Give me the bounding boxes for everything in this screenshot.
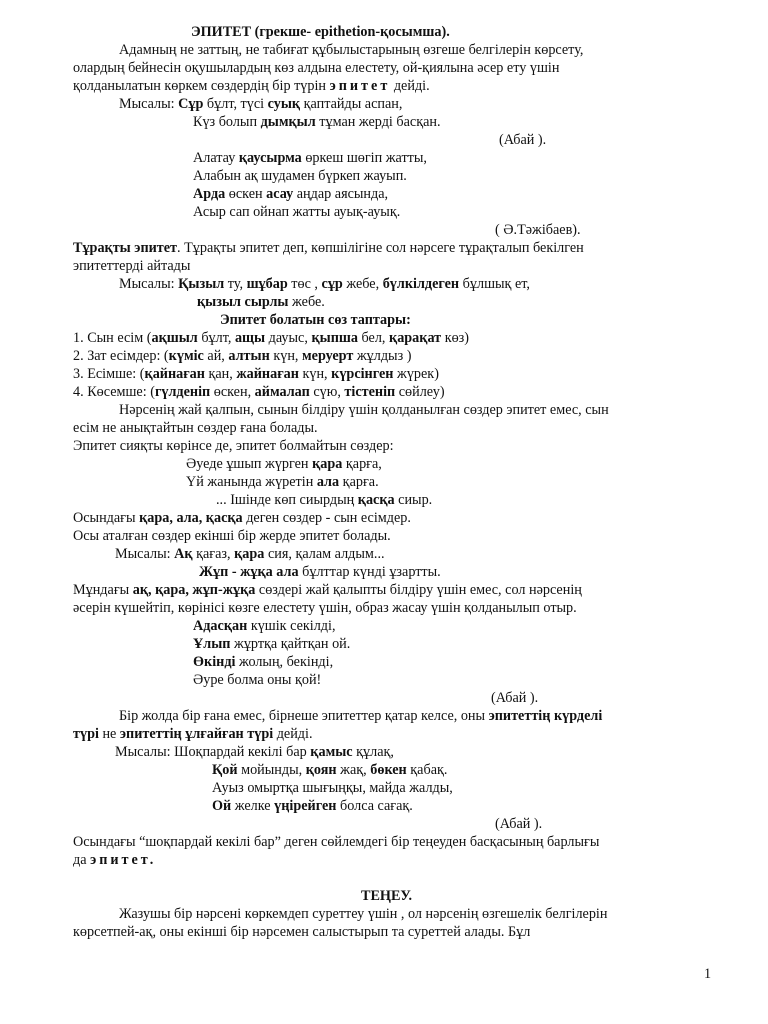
- emphasis-text: Жұп - жұқа ала: [199, 564, 299, 580]
- emphasis-text: қоян: [305, 762, 337, 778]
- emphasis-text: Өкінді: [193, 654, 236, 670]
- emphasis-text: қасқа: [357, 492, 395, 508]
- text-line: [119, 95, 402, 113]
- text-run: тұман жерді басқан.: [315, 114, 441, 130]
- emphasis-text: дымқыл: [260, 114, 316, 130]
- emphasis-text: эпитет: [329, 78, 391, 94]
- emphasis-text: Ой: [212, 798, 232, 814]
- text-line: [495, 815, 542, 833]
- text-run: Мұндағы: [73, 582, 133, 598]
- text-run: бұлт, түсі: [203, 96, 268, 112]
- text-line: [73, 383, 445, 401]
- text-run: Алабын ақ шудамен бүркеп жауып.: [193, 168, 407, 184]
- text-line: [220, 311, 411, 329]
- text-run: болса сағақ.: [336, 798, 413, 814]
- emphasis-text: ТЕҢЕУ.: [361, 888, 413, 904]
- text-line: [495, 221, 581, 239]
- text-run: желке: [231, 798, 275, 814]
- emphasis-text: қаусырма: [238, 150, 302, 166]
- text-run: күшік секілді,: [247, 618, 336, 634]
- text-run: дейді.: [390, 78, 430, 94]
- text-run: эпитеттерді айтады: [73, 258, 191, 274]
- text-line: [73, 923, 530, 941]
- text-run: дейді.: [273, 726, 313, 742]
- text-run: сия, қалам алдым...: [264, 546, 385, 562]
- text-run: дауыс,: [265, 330, 312, 346]
- emphasis-text: қыпша: [311, 330, 358, 346]
- text-run: сүю,: [309, 384, 345, 400]
- text-run: жүрек): [393, 366, 439, 382]
- text-line: [73, 509, 411, 527]
- text-line: [115, 743, 394, 761]
- text-line: [193, 185, 388, 203]
- text-line: [73, 581, 582, 599]
- text-run: ту,: [224, 276, 247, 292]
- emphasis-text: Эпитет болатын сөз таптары:: [220, 312, 411, 328]
- text-run: өркеш шөгіп жатты,: [301, 150, 427, 166]
- emphasis-text: ақшыл: [151, 330, 198, 346]
- text-run: 1. Сын есім (: [73, 330, 152, 346]
- text-run: не: [98, 726, 120, 742]
- emphasis-text: қара, ала, қасқа: [139, 510, 243, 526]
- text-line: [193, 113, 441, 131]
- text-run: (Абай ).: [499, 132, 547, 148]
- emphasis-text: алтын: [228, 348, 270, 364]
- text-run: құлақ,: [352, 744, 394, 760]
- emphasis-text: Қой: [212, 762, 238, 778]
- text-line: [193, 617, 336, 635]
- text-run: Мысалы:: [119, 96, 179, 112]
- emphasis-text: бөкен: [370, 762, 407, 778]
- text-run: қабақ.: [406, 762, 448, 778]
- text-line: [212, 761, 447, 779]
- text-run: Әуре болма оны қой!: [193, 672, 322, 688]
- emphasis-text: Адасқан: [193, 618, 248, 634]
- text-run: Адамның не заттың, не табиғат құбылыстарының өзгеше белгілерін көрсету,: [119, 42, 584, 58]
- emphasis-text: қара: [234, 546, 265, 562]
- text-run: қарға,: [342, 456, 382, 472]
- emphasis-text: шұбар: [246, 276, 288, 292]
- text-run: Мысалы:: [119, 276, 179, 292]
- text-run: Осындағы: [73, 510, 140, 526]
- text-run: Жазушы бір нәрсені көркемдеп суреттеу үшін , ол нәрсенің өзгешелік белгілерін: [119, 906, 608, 922]
- text-line: [73, 419, 318, 437]
- text-run: күн,: [269, 348, 303, 364]
- text-run: 2. Зат есімдер: (: [73, 348, 169, 364]
- emphasis-text: күміс: [168, 348, 204, 364]
- emphasis-text: Ақ: [174, 546, 193, 562]
- text-line: [119, 401, 609, 419]
- text-line: [197, 293, 325, 311]
- text-run: Нәрсенің жай қалпын, сынын білдіру үшін қолданылған сөздер эпитет емес, сын: [119, 402, 609, 418]
- text-run: Эпитет сияқты көрінсе де, эпитет болмайтын сөздер:: [73, 438, 394, 454]
- emphasis-text: қара: [312, 456, 343, 472]
- text-run: Үй жанында жүретін: [186, 474, 317, 490]
- text-run: 3. Есімше: (: [73, 366, 145, 382]
- text-line: [361, 887, 412, 905]
- text-line: [73, 239, 584, 257]
- text-run: жебе.: [288, 294, 325, 310]
- text-run: деген сөздер - сын есімдер.: [242, 510, 411, 526]
- text-run: Осындағы “шоқпардай кекілі бар” деген сөйлемдегі бір теңеуден басқасының барлығы: [73, 834, 600, 850]
- emphasis-text: ала: [316, 474, 340, 490]
- emphasis-text: меруерт: [302, 348, 354, 364]
- emphasis-text: қызыл сырлы: [197, 294, 289, 310]
- text-line: [73, 725, 313, 743]
- text-run: бұлт,: [197, 330, 235, 346]
- text-line: [73, 851, 156, 869]
- text-run: көрсетпей-ақ, оны екінші бір нәрсемен салыстырып та суреттей алады. Бұл: [73, 924, 531, 940]
- text-run: 4. Көсемше: (: [73, 384, 155, 400]
- text-run: Әуеде ұшып жүрген: [186, 456, 313, 472]
- text-run: ай,: [203, 348, 229, 364]
- emphasis-text: Қызыл: [178, 276, 225, 292]
- text-run: ... Ішінде көп сиырдың: [216, 492, 358, 508]
- emphasis-text: Тұрақты эпитет: [73, 240, 178, 256]
- text-line: [119, 275, 530, 293]
- text-line: [73, 437, 394, 455]
- text-line: [73, 347, 411, 365]
- text-run: Ауыз омыртқа шығыңқы, майда жалды,: [212, 780, 453, 796]
- emphasis-text: күрсінген: [331, 366, 394, 382]
- text-run: Асыр сап ойнап жатты ауық-ауық.: [193, 204, 401, 220]
- text-run: әсерін күшейтіп, көрінісі көзге елестету үшін, образ жасау үшін қолданылып отыр.: [73, 600, 577, 616]
- emphasis-text: үңірейген: [274, 798, 337, 814]
- text-run: жұртқа қайтқан ой.: [230, 636, 351, 652]
- emphasis-text: тістеніп: [344, 384, 396, 400]
- emphasis-text: қарақат: [389, 330, 442, 346]
- text-run: есім не анықтайтын сөздер ғана болады.: [73, 420, 318, 436]
- emphasis-text: эпитеттің ұлғайған түрі: [119, 726, 274, 742]
- text-run: (Абай ).: [491, 690, 539, 706]
- text-line: [186, 455, 382, 473]
- emphasis-text: ақ, қара, жұп-жұқа: [132, 582, 256, 598]
- text-run: Мысалы: Шоқпардай кекілі бар: [115, 744, 311, 760]
- text-line: [73, 833, 599, 851]
- text-run: Күз болып: [193, 114, 261, 130]
- text-line: [216, 491, 432, 509]
- text-line: [73, 527, 391, 545]
- emphasis-text: суық: [267, 96, 301, 112]
- emphasis-text: асау: [266, 186, 294, 202]
- text-run: өскен: [225, 186, 267, 202]
- text-run: бел,: [357, 330, 390, 346]
- text-line: [193, 635, 350, 653]
- text-run: бұлшық ет,: [459, 276, 530, 292]
- text-line: [73, 329, 469, 347]
- emphasis-text: қайнаған: [144, 366, 205, 382]
- text-run: да: [73, 852, 91, 868]
- emphasis-text: түрі: [73, 726, 99, 742]
- text-line: [199, 563, 441, 581]
- text-line: [499, 131, 546, 149]
- emphasis-text: эпитет.: [90, 852, 157, 868]
- text-run: қағаз,: [192, 546, 235, 562]
- text-run: жебе,: [342, 276, 383, 292]
- text-run: сөздері жай қалыпты білдіру үшін емес, сол нәрсенің: [255, 582, 582, 598]
- emphasis-text: Ұлып: [193, 636, 231, 652]
- text-run: қарға.: [339, 474, 379, 490]
- text-line: [73, 599, 577, 617]
- text-line: [115, 545, 385, 563]
- text-line: [212, 779, 453, 797]
- emphasis-text: жайнаған: [236, 366, 299, 382]
- page-number: 1: [704, 966, 712, 982]
- text-line: [119, 707, 602, 725]
- text-line: [119, 41, 583, 59]
- text-run: өскен,: [210, 384, 255, 400]
- text-line: [186, 473, 379, 491]
- text-run: қан,: [204, 366, 237, 382]
- text-run: жолың, бекінді,: [235, 654, 334, 670]
- text-line: [193, 203, 400, 221]
- text-line: [193, 653, 333, 671]
- text-line: [193, 149, 427, 167]
- emphasis-text: қамыс: [310, 744, 353, 760]
- text-line: [73, 59, 559, 77]
- emphasis-text: гүлденіп: [154, 384, 211, 400]
- text-run: қолданылатын көркем сөздердің бір түрін: [73, 78, 330, 94]
- text-run: сиыр.: [394, 492, 433, 508]
- text-run: Мысалы:: [115, 546, 175, 562]
- text-run: олардың бейнесін оқушылардың көз алдына елестету, ой-қиялына әсер ету үшін: [73, 60, 560, 76]
- text-run: жұлдыз ): [353, 348, 412, 364]
- text-run: Бір жолда бір ғана емес, бірнеше эпитеттер қатар келсе, оны: [119, 708, 489, 724]
- text-run: мойынды,: [237, 762, 306, 778]
- text-line: [491, 689, 538, 707]
- text-run: көз): [441, 330, 470, 346]
- text-run: күн,: [298, 366, 332, 382]
- text-run: аңдар аясында,: [293, 186, 389, 202]
- emphasis-text: Сұр: [178, 96, 204, 112]
- text-line: [191, 23, 450, 41]
- text-line: [212, 797, 413, 815]
- text-run: Осы аталған сөздер екінші бір жерде эпитет болады.: [73, 528, 391, 544]
- text-run: (Абай ).: [495, 816, 543, 832]
- emphasis-text: сұр: [321, 276, 343, 292]
- text-run: Алатау: [193, 150, 239, 166]
- text-line: [119, 905, 607, 923]
- text-run: төс ,: [287, 276, 322, 292]
- emphasis-text: эпитеттің күрделі: [488, 708, 603, 724]
- text-run: жақ,: [336, 762, 371, 778]
- text-run: қаптайды аспан,: [300, 96, 403, 112]
- emphasis-text: ЭПИТЕТ (грекше- epithetion-қосымша).: [191, 24, 450, 40]
- text-run: . Тұрақты эпитет деп, көпшілігіне сол нәрсеге тұрақталып бекілген: [177, 240, 584, 256]
- text-run: ( Ә.Тәжібаев).: [495, 222, 581, 238]
- text-line: [73, 365, 439, 383]
- emphasis-text: ащы: [234, 330, 266, 346]
- text-line: [193, 167, 407, 185]
- emphasis-text: аймалап: [254, 384, 310, 400]
- emphasis-text: бүлкілдеген: [382, 276, 460, 292]
- emphasis-text: Арда: [193, 186, 226, 202]
- text-run: бұлттар күнді ұзартты.: [298, 564, 441, 580]
- text-run: сөйлеу): [395, 384, 445, 400]
- text-line: [73, 257, 190, 275]
- text-line: [193, 671, 321, 689]
- text-line: [73, 77, 430, 95]
